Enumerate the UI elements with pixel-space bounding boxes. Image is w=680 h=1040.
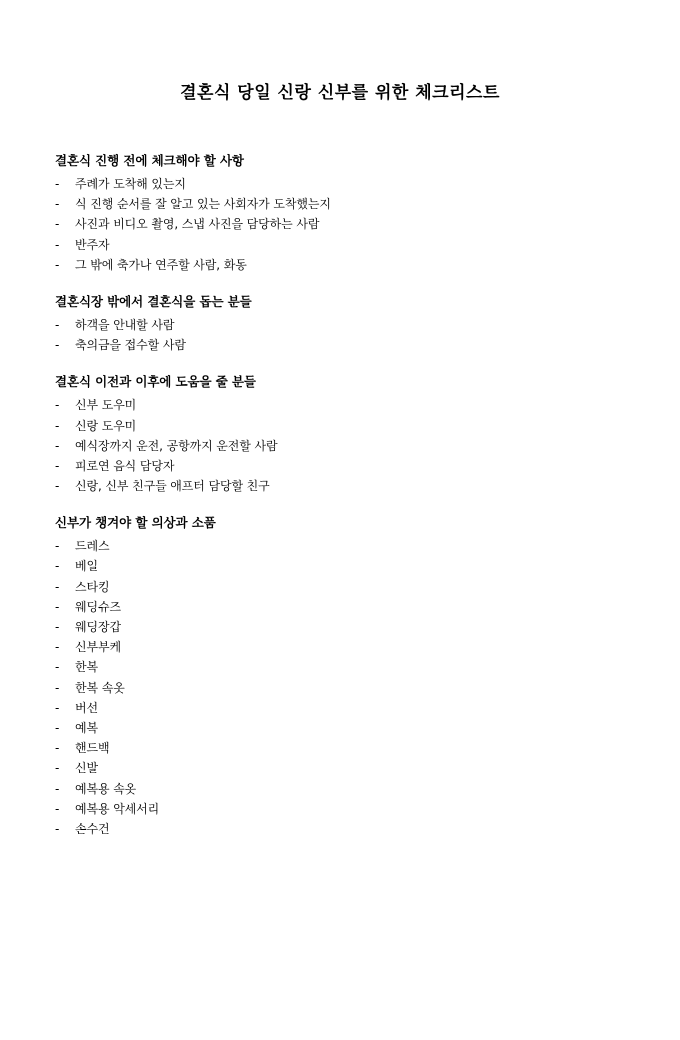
section-heading: 신부가 챙겨야 할 의상과 소품 — [55, 515, 216, 531]
list-item — [55, 237, 625, 253]
list-item-label: 웨딩슈즈 — [75, 599, 121, 614]
list-item-label: 베일 — [75, 559, 98, 574]
bullet-dash: - — [55, 821, 60, 836]
list-item — [55, 257, 625, 273]
list-item — [55, 337, 625, 353]
checklist-items — [55, 317, 625, 353]
list-item — [55, 558, 625, 574]
list-item-label: 예식장까지 운전, 공항까지 운전할 사람 — [75, 438, 278, 453]
list-item — [55, 821, 625, 837]
bullet-dash: - — [55, 781, 60, 796]
bullet-dash: - — [55, 620, 60, 634]
list-item — [55, 700, 625, 716]
checklist-items — [55, 176, 625, 273]
list-item-label: 신부 도우미 — [75, 398, 137, 413]
list-item — [55, 619, 625, 635]
page-title: 결혼식 당일 신랑 신부를 위한 체크리스트 — [180, 83, 500, 103]
checklist-section — [55, 292, 625, 353]
list-item — [55, 478, 625, 494]
bullet-dash: - — [55, 599, 60, 614]
list-item — [55, 740, 625, 756]
list-item — [55, 720, 625, 736]
bullet-dash: - — [55, 680, 60, 695]
checklist-sections — [55, 151, 625, 837]
list-item — [55, 579, 625, 595]
list-item — [55, 176, 625, 192]
list-item — [55, 438, 625, 454]
bullet-dash: - — [55, 801, 60, 816]
list-item-label: 신랑, 신부 친구들 애프터 담당할 친구 — [75, 479, 270, 494]
list-item — [55, 418, 625, 434]
checklist-section — [55, 372, 625, 494]
bullet-dash: - — [55, 257, 60, 272]
checklist-section — [55, 151, 625, 273]
list-item-label: 피로연 음식 담당자 — [75, 458, 175, 473]
bullet-dash: - — [55, 458, 60, 473]
section-heading: 결혼식 진행 전에 체크해야 할 사항 — [55, 153, 244, 168]
list-item — [55, 599, 625, 615]
bullet-dash: - — [55, 559, 60, 574]
bullet-dash: - — [55, 741, 60, 756]
bullet-dash: - — [55, 579, 60, 594]
bullet-dash: - — [55, 317, 60, 332]
list-item-label: 축의금을 접수할 사람 — [75, 338, 186, 353]
list-item — [55, 781, 625, 797]
list-item — [55, 639, 625, 655]
bullet-dash: - — [55, 479, 60, 494]
list-item-label: 버선 — [75, 700, 98, 715]
list-item-label: 하객을 안내할 사람 — [75, 317, 175, 332]
list-item — [55, 397, 625, 413]
list-item — [55, 801, 625, 817]
bullet-dash: - — [55, 720, 60, 735]
list-item-label: 반주자 — [75, 237, 110, 252]
list-item-label: 식 진행 순서를 잘 알고 있는 사회자가 도착했는지 — [75, 197, 331, 212]
list-item-label: 손수건 — [75, 821, 110, 836]
checklist-items — [55, 397, 625, 494]
bullet-dash: - — [55, 177, 60, 191]
list-item — [55, 760, 625, 776]
list-item-label: 드레스 — [75, 539, 110, 554]
list-item-label: 예복용 악세서리 — [75, 801, 160, 816]
list-item-label: 그 밖에 축가나 연주할 사람, 화동 — [75, 257, 247, 272]
list-item — [55, 659, 625, 675]
list-item-label: 신랑 도우미 — [75, 418, 137, 433]
list-item — [55, 216, 625, 232]
bullet-dash: - — [55, 418, 60, 433]
bullet-dash: - — [55, 217, 60, 232]
bullet-dash: - — [55, 700, 60, 715]
bullet-dash: - — [55, 338, 60, 353]
bullet-dash: - — [55, 398, 60, 413]
bullet-dash: - — [55, 539, 60, 554]
list-item-label: 웨딩장갑 — [75, 620, 121, 634]
bullet-dash: - — [55, 438, 60, 453]
list-item-label: 한복 속옷 — [75, 680, 125, 695]
list-item — [55, 317, 625, 333]
checklist-items — [55, 538, 625, 837]
checklist-section — [55, 513, 625, 837]
list-item-label: 스타킹 — [75, 579, 110, 594]
section-heading: 결혼식장 밖에서 결혼식을 돕는 분들 — [55, 293, 252, 309]
document-page — [0, 78, 680, 1040]
list-item — [55, 458, 625, 474]
section-heading: 결혼식 이전과 이후에 도움을 줄 분들 — [55, 374, 256, 390]
bullet-dash: - — [55, 640, 60, 655]
bullet-dash: - — [55, 761, 60, 776]
list-item-label: 신발 — [75, 761, 98, 776]
bullet-dash: - — [55, 197, 60, 212]
bullet-dash: - — [55, 660, 60, 675]
list-item-label: 예복 — [75, 720, 98, 735]
list-item-label: 핸드백 — [75, 741, 110, 756]
list-item-label: 사진과 비디오 촬영, 스냅 사진을 담당하는 사람 — [75, 217, 320, 232]
list-item-label: 신부부케 — [75, 640, 121, 655]
list-item-label: 한복 — [75, 660, 98, 675]
list-item — [55, 680, 625, 696]
list-item — [55, 538, 625, 554]
bullet-dash: - — [55, 237, 60, 252]
list-item-label: 예복용 속옷 — [75, 781, 137, 796]
list-item-label: 주례가 도착해 있는지 — [75, 177, 186, 191]
list-item — [55, 196, 625, 212]
